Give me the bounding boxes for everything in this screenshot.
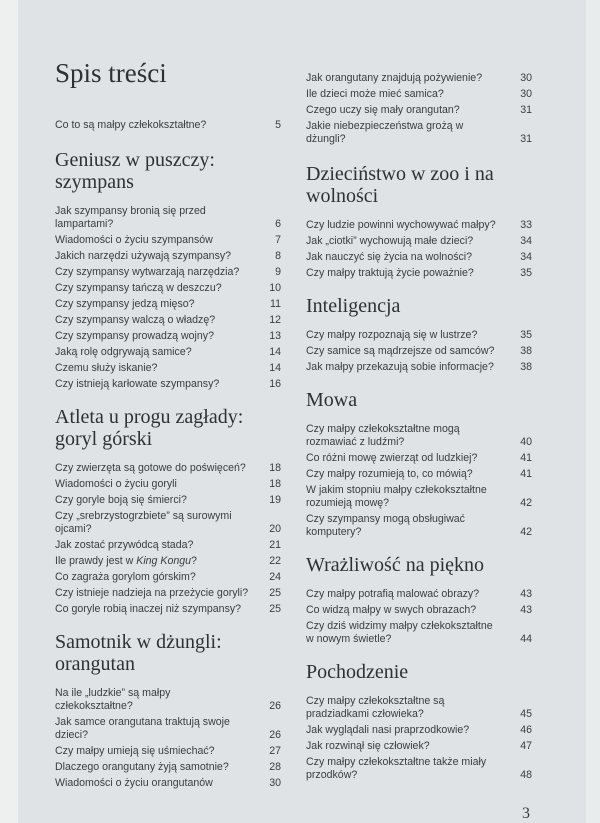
toc-entry[interactable] [306, 513, 532, 539]
entry-page: 26 [269, 729, 281, 741]
toc-section-orangutan [55, 631, 281, 793]
entry-title: Jak samce orangutana traktują swoje dzieci? [55, 716, 230, 741]
entry-page: 6 [275, 218, 281, 230]
entry-page: 18 [269, 462, 281, 474]
italic-title: King Kongu [136, 555, 192, 567]
entry-title: Czy małpy traktują życie poważnie? [306, 267, 474, 279]
entry-page: 11 [270, 298, 281, 310]
toc-entry[interactable] [55, 378, 281, 391]
entry-page: 8 [275, 250, 281, 262]
entry-title: Czy goryle boją się śmierci? [55, 494, 187, 506]
entry-page: 40 [520, 436, 532, 448]
entry-title: Czy istnieje nadzieja na przeżycie goryli? [55, 587, 249, 599]
toc-entry[interactable] [55, 716, 281, 742]
toc-entry[interactable] [55, 330, 281, 343]
entry-page: 38 [520, 345, 532, 357]
toc-section-intelligence [306, 295, 532, 377]
toc-section-gorilla [55, 406, 281, 619]
toc-entry[interactable] [55, 494, 281, 507]
entry-page: 34 [520, 251, 532, 263]
entry-title: Czy szympansy mogą obsługiwać komputery? [306, 513, 465, 538]
entry-title: Wiadomości o życiu orangutanów [55, 777, 213, 789]
toc-entry[interactable] [306, 345, 532, 358]
entry-title: Jakie niebezpieczeństwa grożą w dżungli? [306, 120, 464, 145]
toc-entry[interactable] [55, 282, 281, 295]
entry-page: 21 [269, 539, 281, 551]
toc-section-intro [55, 119, 281, 135]
entry-page: 45 [520, 708, 532, 720]
entry-title: Jak „ciotki” wychowują małe dzieci? [306, 235, 474, 247]
toc-entry[interactable] [55, 250, 281, 263]
toc-entry[interactable] [55, 298, 281, 311]
entry-title: Jak wyglądali nasi praprzodkowie? [306, 724, 470, 736]
entry-page: 31 [520, 104, 532, 116]
page-edge-left [0, 0, 18, 823]
toc-entry[interactable] [306, 620, 532, 646]
entry-title: Czy małpy człekokształtne także miały przodków? [306, 756, 487, 781]
toc-entry[interactable] [55, 761, 281, 774]
entry-title: Jak rozwinął się człowiek? [306, 740, 430, 752]
section-heading: Pochodzenie [306, 661, 409, 683]
entry-page: 47 [520, 740, 532, 752]
entry-title: Czy szympansy tańczą w deszczu? [55, 282, 222, 294]
entry-title: Czy istnieją karłowate szympansy? [55, 378, 220, 390]
toc-entry[interactable] [55, 745, 281, 758]
entry-title: Czy małpy człekokształtne mogą rozmawiać z ludźmi? [306, 423, 460, 448]
section-heading: Wrażliwość na piękno [306, 554, 485, 576]
entry-page: 30 [520, 88, 532, 100]
entry-page: 35 [520, 267, 532, 279]
toc-entry[interactable] [306, 251, 532, 264]
entry-title: Ile prawdy jest w King Kongu? [55, 555, 197, 567]
entry-page: 35 [520, 329, 532, 341]
entry-title: Na ile „ludzkie” są małpy człekokształtne? [55, 687, 171, 712]
toc-entry[interactable] [306, 604, 532, 617]
entry-page: 9 [275, 266, 281, 278]
entry-page: 42 [520, 526, 532, 538]
entry-title: Czy małpy człekokształtne są pradziadkami człowieka? [306, 695, 445, 720]
entry-title: Czy szympansy prowadzą wojny? [55, 330, 214, 342]
entry-page: 22 [269, 555, 281, 567]
toc-section-childhood [306, 163, 532, 283]
toc-entry[interactable] [306, 452, 532, 465]
entry-page: 33 [520, 219, 532, 231]
toc-entry[interactable] [306, 235, 532, 248]
entry-page: 5 [275, 119, 281, 131]
entry-title: Jak zostać przywódcą stada? [55, 539, 194, 551]
section-heading: Samotnik w dżungli: orangutan [55, 631, 222, 675]
section-heading: Geniusz w puszczy: szympans [55, 149, 215, 193]
page-edge-right [586, 0, 600, 823]
toc-entry[interactable] [55, 362, 281, 375]
toc-entry[interactable] [306, 756, 532, 782]
entry-page: 18 [269, 478, 281, 490]
entry-page: 12 [269, 314, 281, 326]
toc-section-chimpanzee [55, 149, 281, 394]
entry-title: Czy małpy potrafią malować obrazy? [306, 588, 480, 600]
entry-page: 48 [520, 769, 532, 781]
entry-title: Co goryle robią inaczej niż szympansy? [55, 603, 242, 615]
entry-title: Jak szympansy bronią się przed lampartami? [55, 205, 206, 230]
entry-page: 34 [520, 235, 532, 247]
toc-entry[interactable] [306, 104, 532, 117]
toc-entry[interactable] [55, 539, 281, 552]
toc-entry[interactable] [55, 478, 281, 491]
toc-column-right [306, 72, 532, 823]
entry-title: Czy szympansy jedzą mięso? [55, 298, 195, 310]
toc-entry[interactable] [55, 587, 281, 600]
toc-entry[interactable] [55, 571, 281, 584]
entry-title: Czy ludzie powinni wychowywać małpy? [306, 219, 496, 231]
entry-page: 10 [269, 282, 281, 294]
entry-page: 16 [269, 378, 281, 390]
entry-title: Co zagraża gorylom górskim? [55, 571, 196, 583]
toc-column-left [55, 58, 281, 805]
entry-title: Czy małpy rozpoznają się w lustrze? [306, 329, 478, 341]
entry-title: Co to są małpy człekokształtne? [55, 119, 207, 131]
toc-entry[interactable] [306, 588, 532, 601]
entry-title: Czy szympansy walczą o władzę? [55, 314, 216, 326]
entry-title: Czy zwierzęta są gotowe do poświęceń? [55, 462, 246, 474]
entry-page: 38 [520, 361, 532, 373]
entry-title: W jakim stopniu małpy człekokształtne rozumieją mowę? [306, 484, 487, 509]
entry-title: Jak orangutany znajdują pożywienie? [306, 72, 483, 84]
toc-entry[interactable] [306, 219, 532, 232]
toc-entry[interactable] [306, 695, 532, 721]
entry-page: 31 [520, 133, 532, 145]
entry-page: 19 [269, 494, 281, 506]
entry-title: Jak nauczyć się życia na wolności? [306, 251, 473, 263]
toc-entry[interactable] [55, 777, 281, 790]
toc-entry[interactable] [55, 346, 281, 359]
entry-page: 24 [269, 571, 281, 583]
toc-entry[interactable] [55, 205, 281, 231]
page-number: 3 [522, 805, 530, 822]
toc-entry[interactable] [55, 462, 281, 475]
entry-page: 46 [520, 724, 532, 736]
toc-entry[interactable] [55, 234, 281, 247]
entry-page: 28 [269, 761, 281, 773]
entry-title: Wiadomości o życiu szympansów [55, 234, 213, 246]
entry-page: 14 [269, 362, 281, 374]
section-heading: Mowa [306, 389, 358, 411]
entry-page: 43 [520, 604, 532, 616]
toc-entry[interactable] [306, 267, 532, 280]
entry-page: 44 [520, 633, 532, 645]
toc-entry[interactable] [306, 88, 532, 101]
section-heading: Inteligencja [306, 295, 401, 317]
entry-page: 20 [269, 523, 281, 535]
toc-entry[interactable] [306, 329, 532, 342]
entry-page: 26 [269, 700, 281, 712]
toc-entry[interactable] [55, 555, 281, 568]
entry-page: 41 [520, 452, 532, 464]
entry-page: 25 [269, 603, 281, 615]
entry-page: 41 [520, 468, 532, 480]
page-title: Spis treści [55, 58, 167, 88]
toc-entry[interactable] [55, 314, 281, 327]
toc-entry[interactable] [306, 484, 532, 510]
entry-page: 25 [269, 587, 281, 599]
entry-page: 30 [520, 72, 532, 84]
toc-entry[interactable] [306, 423, 532, 449]
entry-title: Co różni mowę zwierząt od ludzkiej? [306, 452, 478, 464]
entry-page: 43 [520, 588, 532, 600]
toc-section-origin [306, 661, 532, 785]
entry-title: Co widzą małpy w swych obrazach? [306, 604, 477, 616]
toc-entry[interactable] [306, 468, 532, 481]
entry-title: Jak małpy przekazują sobie informacje? [306, 361, 494, 373]
toc-entry[interactable] [55, 119, 281, 132]
toc-section-orangutan-cont [306, 72, 532, 149]
entry-title: Jaką rolę odgrywają samice? [55, 346, 192, 358]
toc-section-beauty [306, 554, 532, 649]
section-heading: Atleta u progu zagłady: goryl górski [55, 406, 244, 450]
entry-page: 7 [275, 234, 281, 246]
toc-entry[interactable] [306, 724, 532, 737]
entry-page: 42 [520, 497, 532, 509]
entry-title: Czy dziś widzimy małpy człekokształtne w nowym świetle? [306, 620, 493, 645]
entry-title: Czego uczy się mały orangutan? [306, 104, 460, 116]
toc-entry[interactable] [306, 120, 532, 146]
toc-entry[interactable] [306, 740, 532, 753]
entry-page: 30 [269, 777, 281, 789]
toc-entry[interactable] [55, 510, 281, 536]
toc-entry[interactable] [306, 361, 532, 374]
toc-section-speech [306, 389, 532, 542]
entry-page: 27 [269, 745, 281, 757]
entry-title: Czy małpy rozumieją to, co mówią? [306, 468, 473, 480]
toc-entry[interactable] [55, 266, 281, 279]
entry-title: Czemu służy iskanie? [55, 362, 158, 374]
entry-title: Wiadomości o życiu goryli [55, 478, 177, 490]
toc-entry[interactable] [306, 72, 532, 85]
entry-title: Czy małpy umieją się uśmiechać? [55, 745, 215, 757]
entry-title: Ile dzieci może mieć samica? [306, 88, 444, 100]
entry-title: Czy samice są mądrzejsze od samców? [306, 345, 495, 357]
entry-page: 13 [269, 330, 281, 342]
entry-page: 14 [269, 346, 281, 358]
entry-title: Dlaczego orangutany żyją samotnie? [55, 761, 229, 773]
toc-entry[interactable] [55, 687, 281, 713]
entry-title: Czy szympansy wytwarzają narzędzia? [55, 266, 240, 278]
section-heading: Dzieciństwo w zoo i na wolności [306, 163, 494, 207]
entry-title: Jakich narzędzi używają szympansy? [55, 250, 232, 262]
toc-entry[interactable] [55, 603, 281, 616]
entry-title: Czy „srebrzystogrzbiete” są surowymi ojcami? [55, 510, 232, 535]
